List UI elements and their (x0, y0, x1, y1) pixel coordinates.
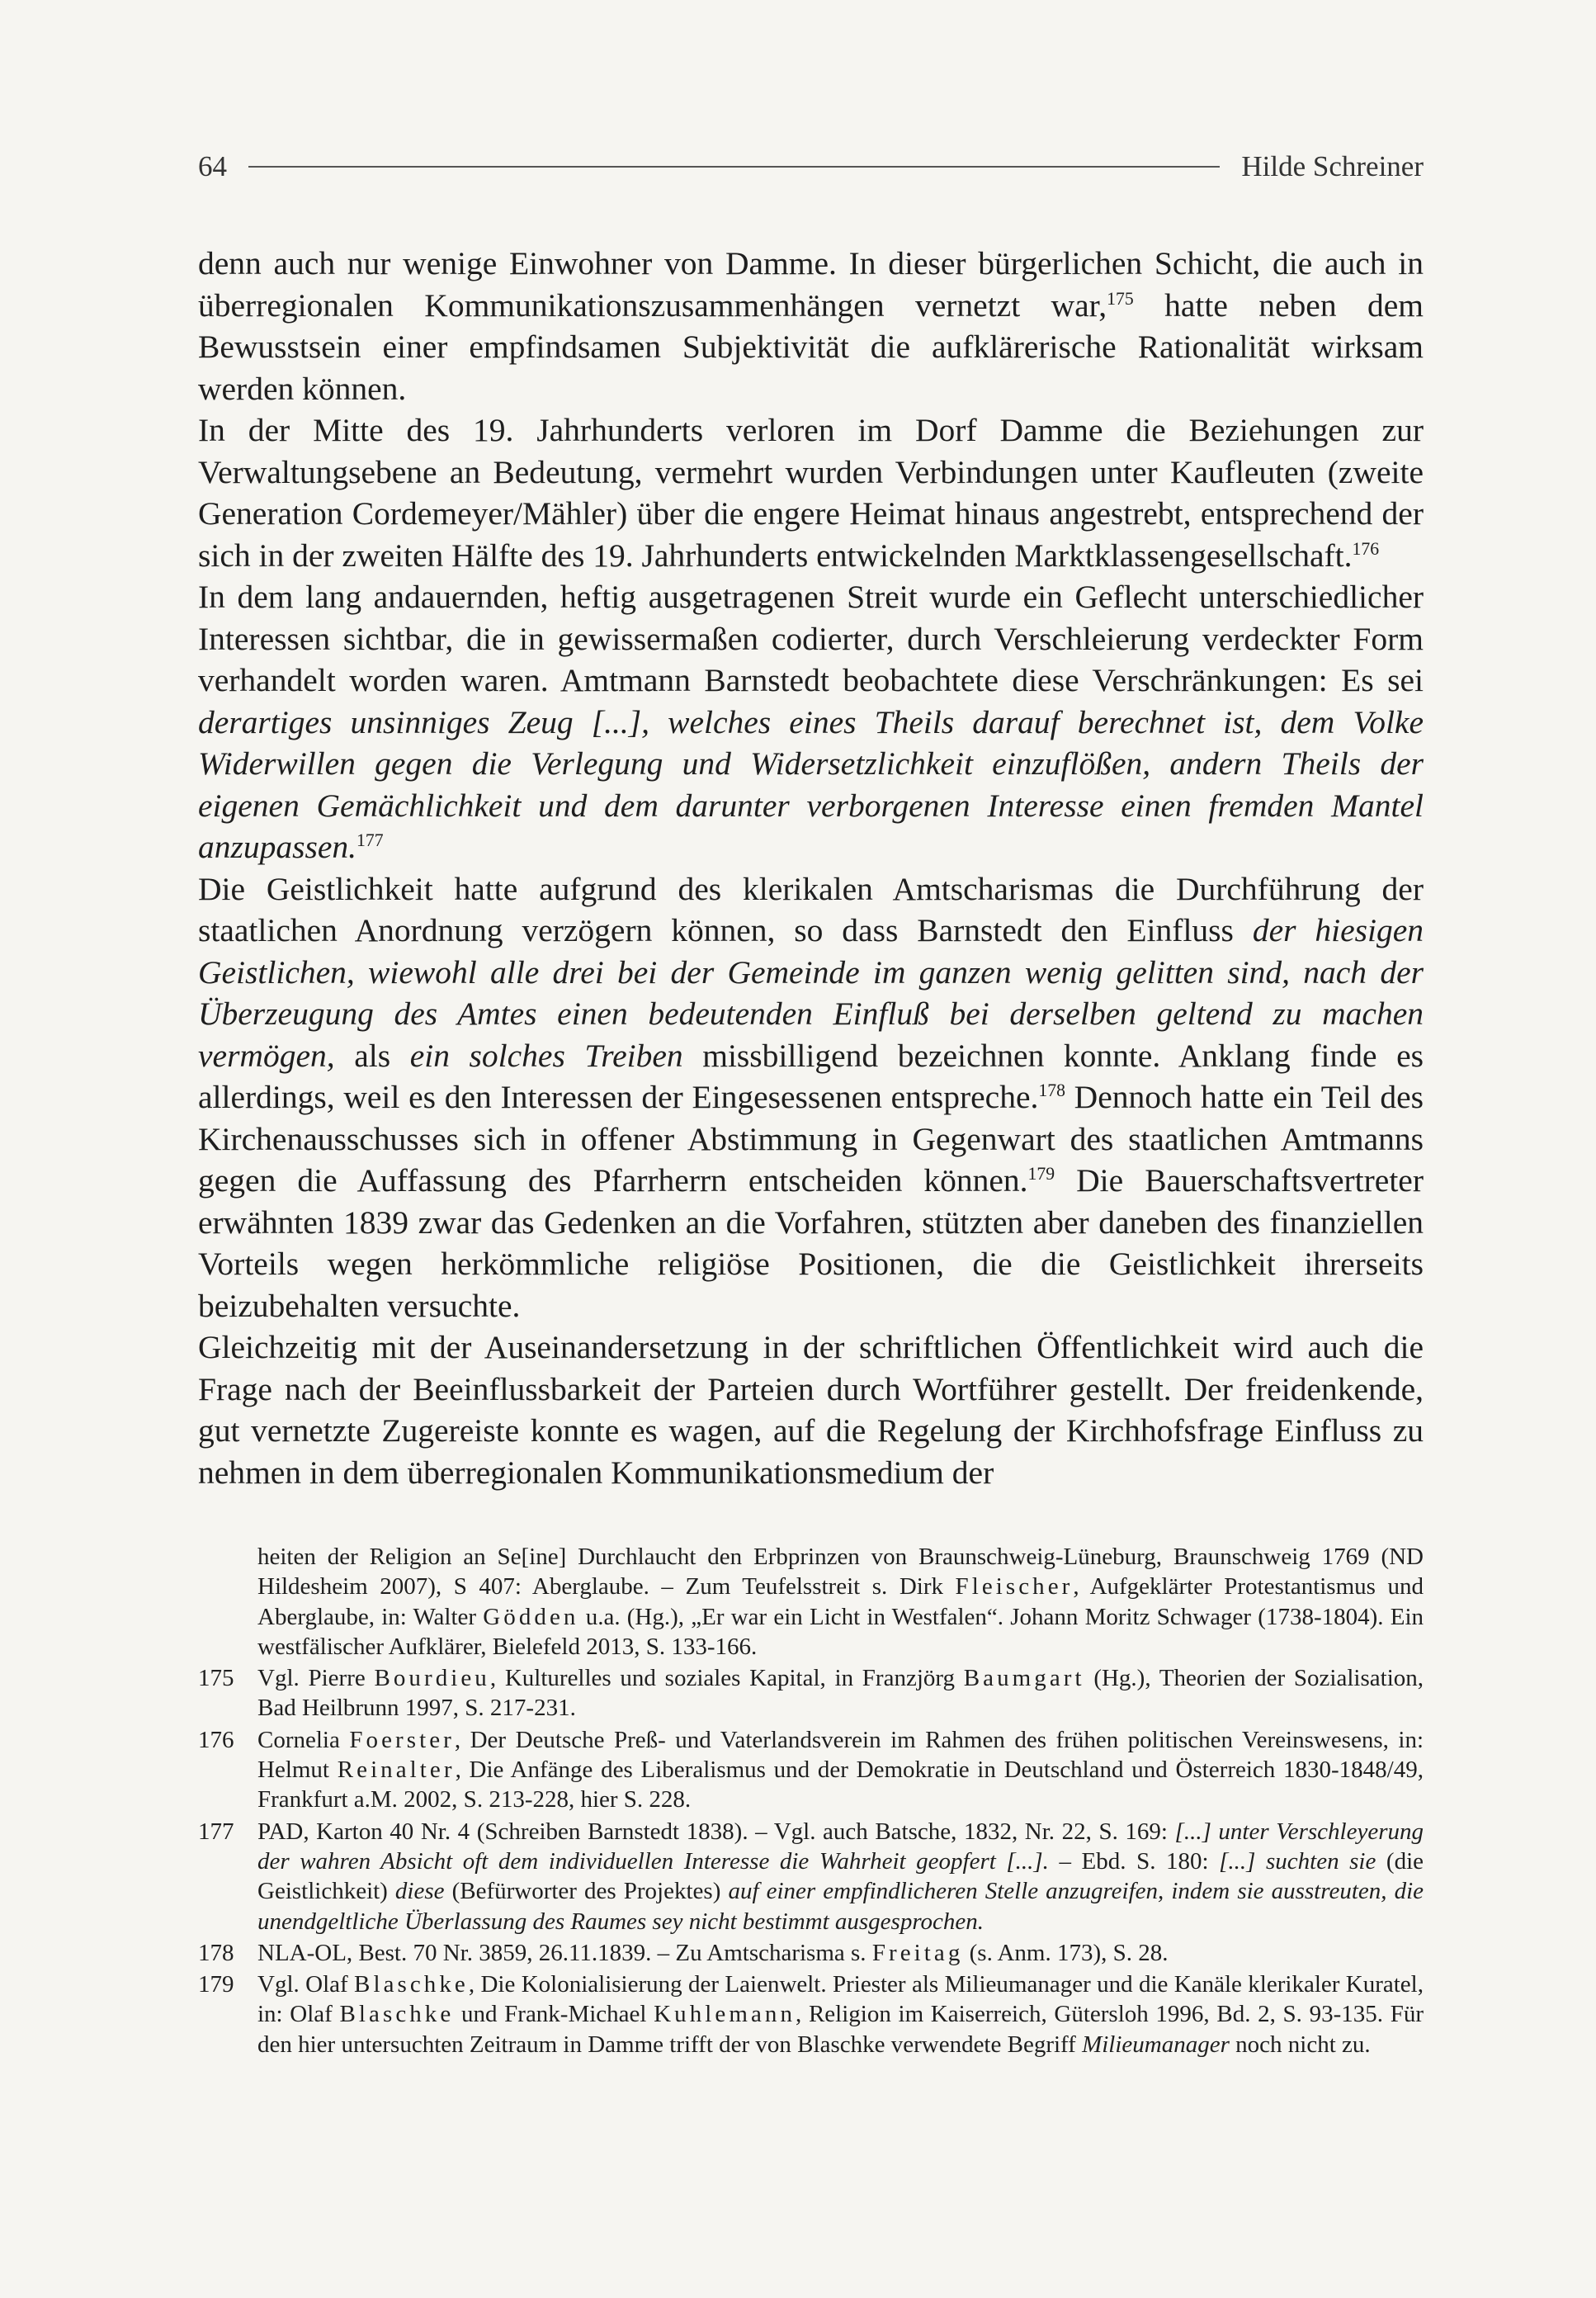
text-run: (Befürworter des Projektes) (444, 1878, 729, 1905)
text-run: denn auch nur wenige Einwohner von Damme. In dieser bürgerlichen Schicht, die auch in überregionalen Kommunikationszusammenhängen vernetzt war, (198, 245, 1424, 324)
text-run: (die Geistlichkeit) (257, 1847, 1424, 1905)
footnote-number: 177 (198, 1818, 234, 1845)
text-run: NLA-OL, Best. 70 Nr. 3859, 26.11.1839. – Zu Amtscharisma s. (257, 1939, 872, 1966)
text-run: Baumgart (963, 1665, 1085, 1692)
footnote-number: 178 (198, 1939, 234, 1966)
text-run: als (334, 1037, 410, 1074)
main-text (198, 243, 1424, 1493)
text-run: , Kulturelles und soziales Kapital, in Franzjörg (489, 1665, 964, 1692)
text-run: und Frank-Michael (454, 2001, 654, 2028)
text-run: Gödden (483, 1603, 579, 1630)
text-run: – Ebd. S. 180: (1048, 1847, 1220, 1875)
header-rule (248, 166, 1220, 168)
text-run: PAD, Karton 40 Nr. 4 (Schreiben Barnstedt 1838). – Vgl. auch Batsche, 1832, Nr. 22, S. 169: (257, 1818, 1175, 1845)
footnote (198, 1969, 1424, 2059)
footnote (198, 1817, 1424, 1936)
text-run: Gleichzeitig mit der Auseinandersetzung in der schriftlichen Öffentlichkeit wird auch die Frage nach der Beeinflussbarkeit der Parteien durch Wortführer gestellt. Der freidenkende, gut vernetzte Zugereiste konnte es wagen, auf die Regelung der Kirchhofsfrage Einfluss zu nehmen in dem überregionalen Kommunikationsmedium der (198, 1329, 1424, 1491)
text-run: Vgl. Pierre (257, 1665, 375, 1692)
text-run: Fleischer (955, 1573, 1074, 1601)
text-run: hatte neben dem Bewusstsein einer empfindsamen Subjektivität die aufklärerische Rationalität wirksam werden können. (198, 286, 1424, 407)
text-run: Foerster (349, 1726, 455, 1753)
footnote-ref: 176 (1352, 538, 1380, 559)
italic-quote: derartiges unsinniges Zeug [...], welches eines Theils darauf berechnet ist, dem Volke Widerwillen gegen die Verlegung und Widersetzlichkeit einzuflößen, andern Theils der eigenen Gemächlichkeit und dem darunter verborgenen Interesse einen fremden Mantel anzupassen. (198, 703, 1424, 865)
footnote (198, 1542, 1424, 1662)
italic-quote: diese (394, 1878, 445, 1905)
footnote (198, 1725, 1424, 1815)
text-run: Bourdieu (374, 1665, 490, 1692)
text-run: , Aufgeklärter Protestantismus und Aberglaube, in: Walter (257, 1573, 1424, 1630)
paragraph (198, 243, 1424, 409)
text-run: (s. Anm. 173), S. 28. (963, 1939, 1169, 1966)
text-run: heiten der Religion an Se[ine] Durchlaucht den Erbprinzen von Braunschweig-Lüneburg, Braunschweig 1769 (ND Hildesheim 2007), S 407: Aberglaube. – Zum Teufelsstreit s. Dirk (257, 1544, 1424, 1601)
text-run: u.a. (Hg.), „Er war ein Licht in Westfalen“. Johann Moritz Schwager (1738-1804). Ein westfälischer Aufklärer, Bielefeld 2013, S. 133-166. (257, 1603, 1424, 1660)
page-number: 64 (198, 150, 227, 182)
italic-quote: ein solches Treiben (409, 1037, 683, 1074)
footnote-text (257, 1938, 1424, 1968)
paragraph (198, 409, 1424, 576)
footnote-ref: 178 (1038, 1080, 1065, 1100)
paragraph (198, 1326, 1424, 1493)
text-run: In dem lang andauernden, heftig ausgetragenen Streit wurde ein Geflecht unterschiedlicher Interessen sichtbar, die in gewissermaßen codierter, durch Verschleierung verdeckter Form verhandelt worden waren. Amtmann Barnstedt beobachtete diese Verschränkungen: Es sei (198, 579, 1424, 698)
footnote (198, 1663, 1424, 1724)
text-run: Vgl. Olaf (257, 1971, 355, 1998)
italic-quote: der hiesigen Geistlichen, wiewohl alle drei bei der Gemeinde im ganzen wenig gelitten sind, nach der Überzeugung des Amtes einen bedeutenden Einfluß bei derselben geltend zu machen vermögen, (198, 912, 1424, 1074)
text-run: (Hg.), Theorien der Sozialisation, Bad Heilbrunn 1997, S. 217-231. (257, 1665, 1424, 1722)
text-run: Die Bauerschaftsvertreter erwähnten 1839 zwar das Gedenken an die Vorfahren, stützten aber daneben des finanziellen Vorteils wegen herkömmliche religiöse Positionen, die die Geistlichkeit ihrerseits beizubehalten versuchte. (198, 1162, 1424, 1324)
footnote-ref: 179 (1027, 1163, 1055, 1184)
text-run: missbilligend bezeichnen konnte. Anklang finde es allerdings, weil es den Interessen der Eingesessenen entspreche. (198, 1037, 1424, 1115)
italic-quote: auf einer empfindlicheren Stelle anzugreifen, indem sie ausstreuten, die unendgeltliche Überlassung des Raumes sey nicht bestimmt ausgesprochen. (257, 1878, 1424, 1935)
footnote-number: 179 (198, 1971, 234, 1998)
footnote-text (257, 1542, 1424, 1662)
text-run: Blaschke (354, 1971, 469, 1998)
italic-quote: [...] unter Verschleyerung der wahren Absicht oft dem individuellen Interesse die Wahrheit geopfert [...]. (257, 1818, 1424, 1875)
text-run: , Der Deutsche Preß- und Vaterlandsverein im Rahmen des frühen politischen Vereinswesens, in: Helmut (257, 1726, 1424, 1784)
footnote-text (257, 1725, 1424, 1815)
text-run: Freitag (871, 1939, 964, 1966)
text-run: Blaschke (339, 2001, 455, 2028)
footnote-text (257, 1663, 1424, 1724)
text-run: Die Geistlichkeit hatte aufgrund des klerikalen Amtscharismas die Durchführung der staatlichen Anordnung verzögern können, so dass Barnstedt den Einfluss (198, 870, 1424, 948)
text-run: Reinalter (337, 1757, 456, 1784)
text-run: , Die Anfänge des Liberalismus und der Demokratie in Deutschland und Österreich 1830-1848/49, Frankfurt a.M. 2002, S. 213-228, hier S. 228. (257, 1757, 1424, 1813)
text-run: Kuhlemann (654, 2001, 796, 2028)
text-run: Dennoch hatte ein Teil des Kirchenausschusses sich in offener Abstimmung in Gegenwart des staatlichen Amtmanns gegen die Auffassung des Pfarrherrn entscheiden können. (198, 1079, 1424, 1199)
footnotes (198, 1542, 1424, 2061)
footnote-ref: 177 (357, 830, 384, 850)
text-run: noch nicht zu. (1229, 2031, 1371, 2058)
footnote-number: 175 (198, 1665, 234, 1692)
footnote-number: 176 (198, 1726, 234, 1753)
footnote (198, 1938, 1424, 1968)
running-author: Hilde Schreiner (1241, 150, 1424, 182)
paragraph (198, 576, 1424, 868)
italic-quote: Milieumanager (1082, 2031, 1230, 2058)
footnote-ref: 175 (1107, 288, 1134, 309)
text-run: , Religion im Kaiserreich, Gütersloh 1996, Bd. 2, S. 93-135. Für den hier untersuchten Zeitraum in Damme trifft der von Blaschke verwendete Begriff (257, 2001, 1424, 2058)
text-run: Cornelia (257, 1726, 350, 1753)
footnote-text (257, 1817, 1424, 1936)
text-run: , Die Kolonialisierung der Laienwelt. Priester als Milieumanager und die Kanäle klerikaler Kuratel, in: Olaf (257, 1971, 1424, 2028)
italic-quote: [...] suchten sie (1219, 1847, 1376, 1875)
paragraph (198, 868, 1424, 1327)
text-run: In der Mitte des 19. Jahrhunderts verloren im Dorf Damme die Beziehungen zur Verwaltungsebene an Bedeutung, vermehrt wurden Verbindungen unter Kaufleuten (zweite Generation Cordemeyer/Mähler) über die engere Heimat hinaus angestrebt, entsprechend der sich in der zweiten Hälfte des 19. Jahrhunderts entwickelnden Marktklassengesellschaft. (198, 412, 1424, 574)
running-header (198, 150, 1424, 183)
footnote-text (257, 1969, 1424, 2059)
